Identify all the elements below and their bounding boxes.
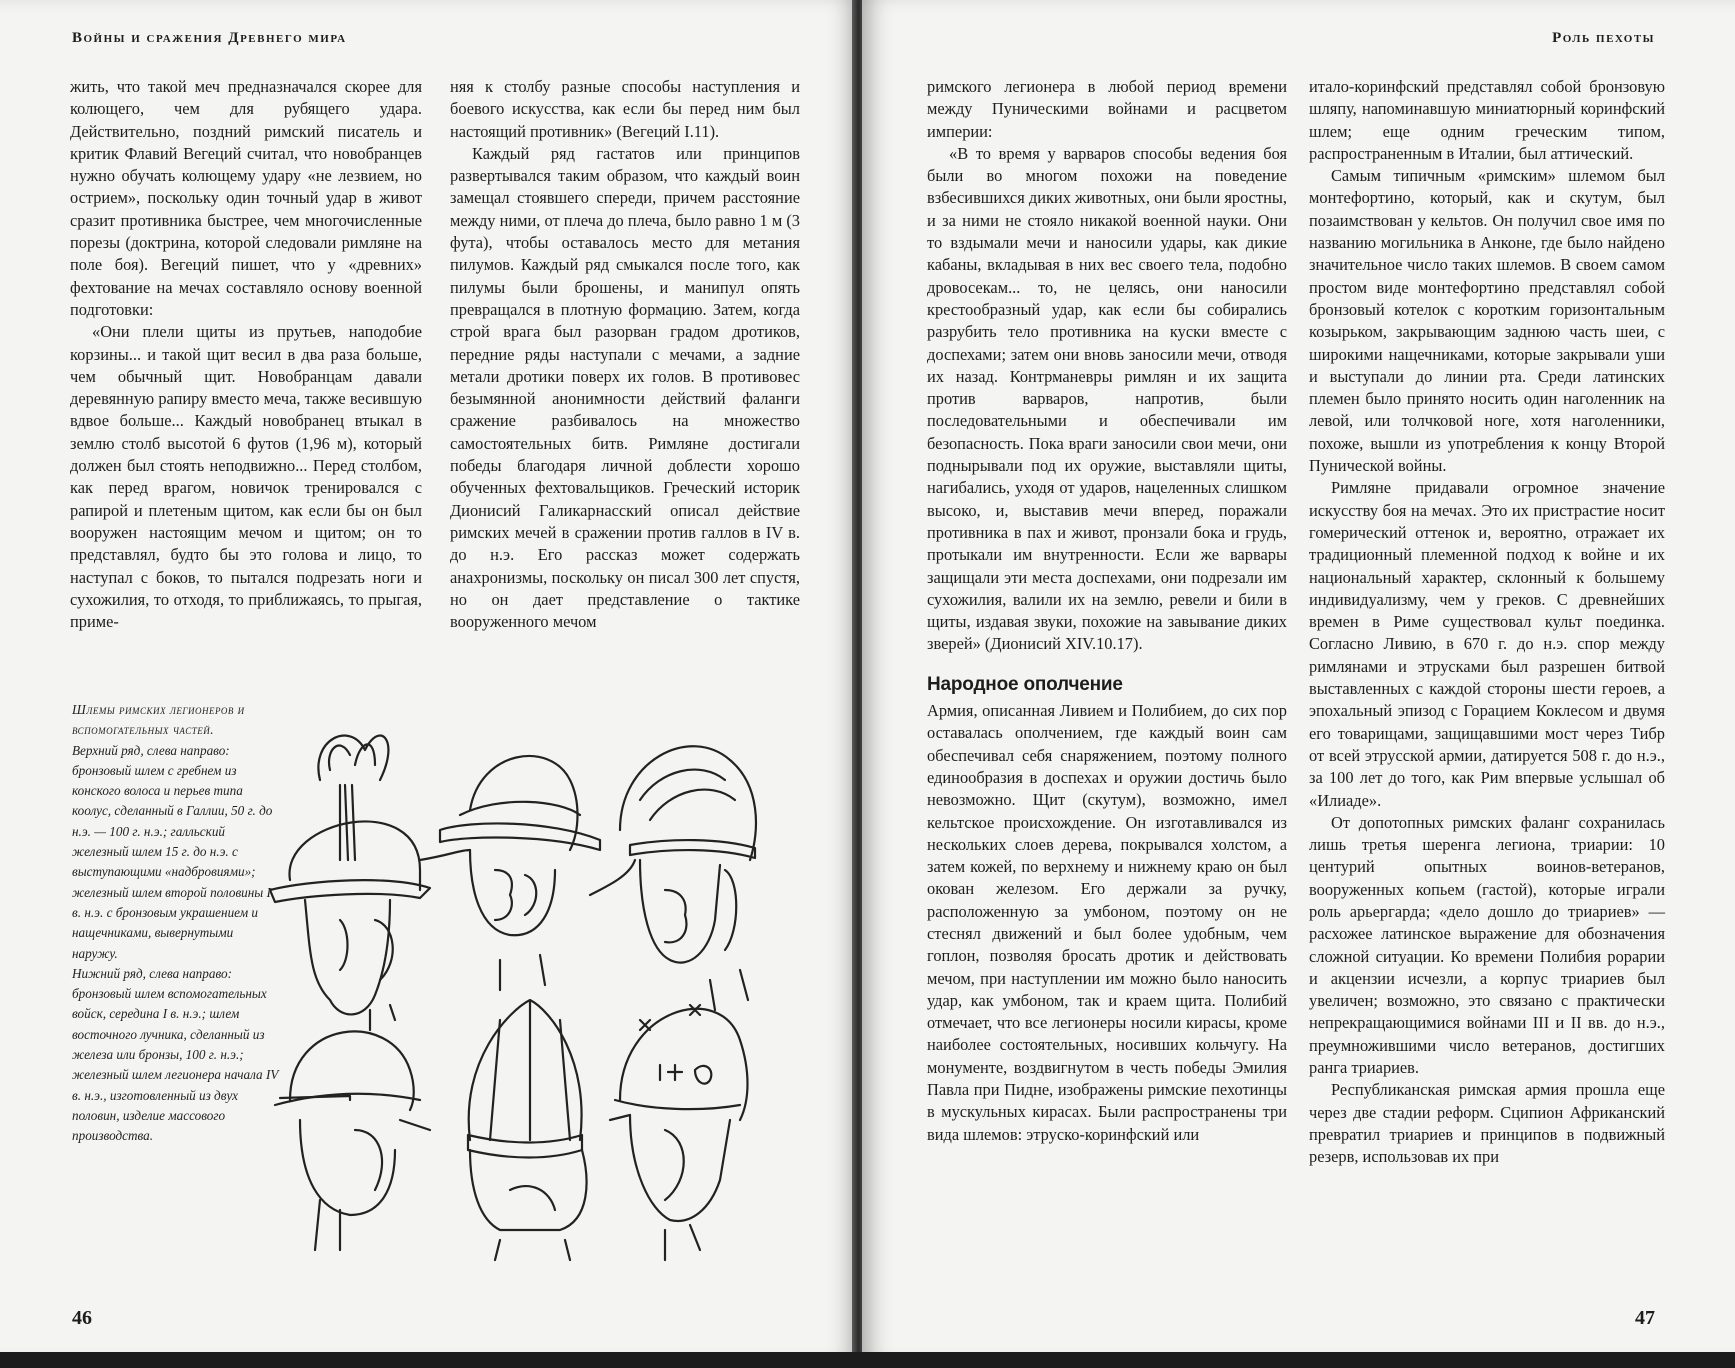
paragraph: Республиканская римская армия прошла еще через две стадии реформ. Сципион Африканский превратил триариев и принципов в подвижный резерв, использовав их при <box>1309 1080 1665 1167</box>
paragraph: римского легионера в любой период времени между Пуническими войнами и расцветом империи: <box>927 77 1287 141</box>
helmet-eastern-archer <box>468 1000 587 1260</box>
scan-bottom-edge <box>0 1352 1735 1368</box>
paragraph: Римляне придавали огромное значение искусству боя на мечах. Это их пристрастие носит гомерический оттенок и, вероятно, отражает их традиционный племенной подход к войне и их национальный характер, склонный к большему индивидуализму, чем у греков. С древнейших времен в Риме существовал культ поединка. Согласно Ливию, в 670 г. до н.э. спор между римлянами и этрусками был разрешен битвой выставленных с каждой стороны шести героев, а эпохальный эпизод с Горацием Коклесом и двумя его товарищами, защищавшими мост через Тибр от всей этрусской армии, датируется 508 г. до н.э., за 100 лет до того, как Рим впервые услышал об «Илиаде». <box>1309 478 1665 810</box>
helmet-gallic-iron <box>420 756 600 990</box>
paragraph: От допотопных римских фаланг сохранилась лишь третья шеренга легиона, триарии: 10 центурий опытных воинов-ветеранов, вооруженных копьем (гастой), которые играли роль арьергарда; «дело дошло до триариев» — расхожее латинское выражение для обозначения сложной ситуации. Ко времени Полибия рорарии и акцензии исчезли, а корпус триариев был увеличен; возможно, это связано с практически непрекращающимися войнами III и II вв. до н.э., преумножившими число ветеранов, достигших ранга триариев. <box>1309 812 1665 1078</box>
caption-top-row: Верхний ряд, слева направо: бронзовый шлем с гребнем из конского волоса и перьев типа коолус, сделанный в Галлии, 50 г. до н.э. — 100 г. н.э.; галльский железный шлем 15 г. до н.э. с выступающими «надбровиями»; железный шлем второй половины I в. н.э. с бронзовым украшением и нащечниками, вывернутыми наружу. <box>72 742 273 961</box>
left-column-2 <box>450 76 800 633</box>
helmet-figure-caption <box>72 700 282 1147</box>
running-head-left: Войны и сражения Древнего мира <box>72 30 347 46</box>
helmet-late-ridge <box>610 1005 748 1260</box>
paragraph: Самым типичным «римским» шлемом был монтефортино, который, как и скутум, был позаимствован у кельтов. Он получил свое имя по названию могильника в Анконе, где было найдено значительное число таких шлемов. В своем самом простом виде монтефортино представлял собой бронзовый котелок с коротким горизонтальным козырьком, закрывающим заднюю часть шеи, с широкими нащечниками, которые закрывали уши и выступали до линии рта. Среди латинских племен было принято носить один наголенник на левой, или толчковой ноге, хотя наголенники, похоже, вышли из употребления к концу Второй Пунической войны. <box>1309 166 1665 476</box>
quote-paragraph: «Они плели щиты из прутьев, наподобие корзины... и такой щит весил в два раза больше, чем обычный щит. Новобранцам давали деревянную рапиру вместо меча, также весившую вдвое больше... Каждый новобранец втыкал в землю столб высотой 6 футов (1,96 м), который должен был стоять неподвижно... Перед столбом, как перед врагом, новичок тренировался с рапирой и плетеным щитом, как если бы он был вооружен настоящим мечом и щитом; он то представлял, будто бы это голова и лицо, то наступал с боков, то пытался подрезать ноги и сухожилия, то отходя, то приближаясь, то прыгая, приме- <box>70 322 422 632</box>
section-heading: Народное ополчение <box>927 673 1123 695</box>
running-head-right: Роль пехоты <box>1552 30 1655 46</box>
right-column-1 <box>927 76 1287 1146</box>
caption-bottom-row: Нижний ряд, слева направо: бронзовый шлем вспомогательных войск, середина I в. н.э.; шлем восточного лучника, сделанный из железа или бронзы, 100 г. н.э.; железный шлем легионера начала IV в. н.э., изготовленный из двух половин, изделие массового производства. <box>72 965 279 1144</box>
quote-paragraph: «В то время у варваров способы ведения боя были во многом похожи на поведение взбесившихся диких животных, они были яростны, и за ними не стояло никакой военной науки. Они то вздымали мечи и наносили удары, как дикие кабаны, вкладывая в них вес своего тела, подобно дровосекам... то, не целясь, они наносили крестообразный удар, как если бы собирались разрубить тело противника на куски вместе с доспехами; затем они вновь заносили мечи, отводя их назад. Контрманевры римлян и их защита против варваров, напротив, были последовательными и обеспечивали им безопасность. Пока враги заносили свои мечи, они поднырывали под их оружие, выставляли щиты, нагибались, уходя от ударов, нацеленных слишком высоко, и, выставив мечи вперед, поражали противника в пах и живот, пронзали бока и грудь, протыкали им внутренности. Если же варвары защищали эти места доспехами, они подрезали им сухожилия, валили их на землю, ревели и били в щиты, издавая звуки, похожие на завывание диких зверей» (Дионисий XIV.10.17). <box>927 143 1287 654</box>
helmet-auxiliary-bronze <box>275 1031 430 1250</box>
page-number-right: 47 <box>1635 1307 1655 1329</box>
helmet-imperial-iron <box>590 746 756 1010</box>
left-page <box>0 0 858 1360</box>
helmet-illustrations <box>270 720 810 1280</box>
paragraph: Каждый ряд гастатов или принципов развертывался таким образом, что каждый воин замещал стоявшего спереди, причем расстояние между ними, от плеча до плеча, было равно 1 м (3 фута), чтобы оставалось место для метания пилумов. Каждый ряд смыкался после того, как пилумы были брошены, и манипул опять превращался в плотную формацию. Затем, когда строй врага был разорван градом дротиков, передние ряды наступали с мечами, а задние метали дротики поверх их голов. В противовес безымянной анонимности действий фаланги сражение разбивалось на множество самостоятельных битв. Римляне достигали победы благодаря личной доблести хорошо обученных фехтовальщиков. Греческий историк Дионисий Галикарнасский описал действие римских мечей в сражении против галлов в IV в. до н.э. Его рассказ может содержать анахронизмы, поскольку он писал 300 лет спустя, но он дает представление о тактике вооруженного мечом <box>450 143 800 632</box>
page-number-left: 46 <box>72 1307 92 1329</box>
right-page <box>862 0 1735 1360</box>
right-column-2 <box>1309 76 1665 1169</box>
helmet-coolus-crest <box>270 736 430 1030</box>
paragraph: няя к столбу разные способы наступления и боевого искусства, как если бы перед ним был настоящий противник» (Вегеций I.11). <box>450 77 800 141</box>
caption-title: Шлемы римских легионеров и вспомогательных частей. <box>72 702 245 738</box>
paragraph: Армия, описанная Ливием и Полибием, до сих пор оставалась ополчением, где каждый воин сам обеспечивал себя снаряжением, поэтому полного единообразия в доспехах и оружии достичь было невозможно. Щит (скутум), возможно, имел кельтское происхождение. Он изготавливался из нескольких слоев дерева, покрывался холстом, а затем кожей, по верхнему и нижнему краю он был окован железом. Его держали за ручку, расположенную за умбоном, поэтому он не стеснял движений и был более удобным, чем гоплон, позволяя бросать дротик и действовать мечом, при наступлении им можно было наносить удар, как умбоном, так и краем щита. Полибий отмечает, что все легионеры носили кирасы, кроме наиболее состоятельных, носивших кольчугу. На монументе, воздвигнутом в честь победы Эмилия Павла при Пидне, изображены римские пехотинцы в мускульных кирасах. Были распространены три вида шлемов: этруско-коринфский или <box>927 701 1287 1144</box>
paragraph: жить, что такой меч предназначался скорее для колющего, чем для рубящего удара. Действительно, поздний римский писатель и критик Флавий Вегеций считал, что новобранцев нужно обучать колющему удару «не лезвием, но острием», поскольку один точный удар в живот сразит противника быстрее, чем многочисленные порезы (доктрина, которой следовали римляне на поле боя). Вегеций пишет, что у «древних» фехтование на мечах составляло основу военной подготовки: <box>70 77 422 319</box>
paragraph: итало-коринфский представлял собой бронзовую шляпу, напоминавшую миниатюрный коринфский шлем; еще одним греческим типом, распространенным в Италии, был аттический. <box>1309 77 1665 163</box>
left-column-1 <box>70 76 422 633</box>
